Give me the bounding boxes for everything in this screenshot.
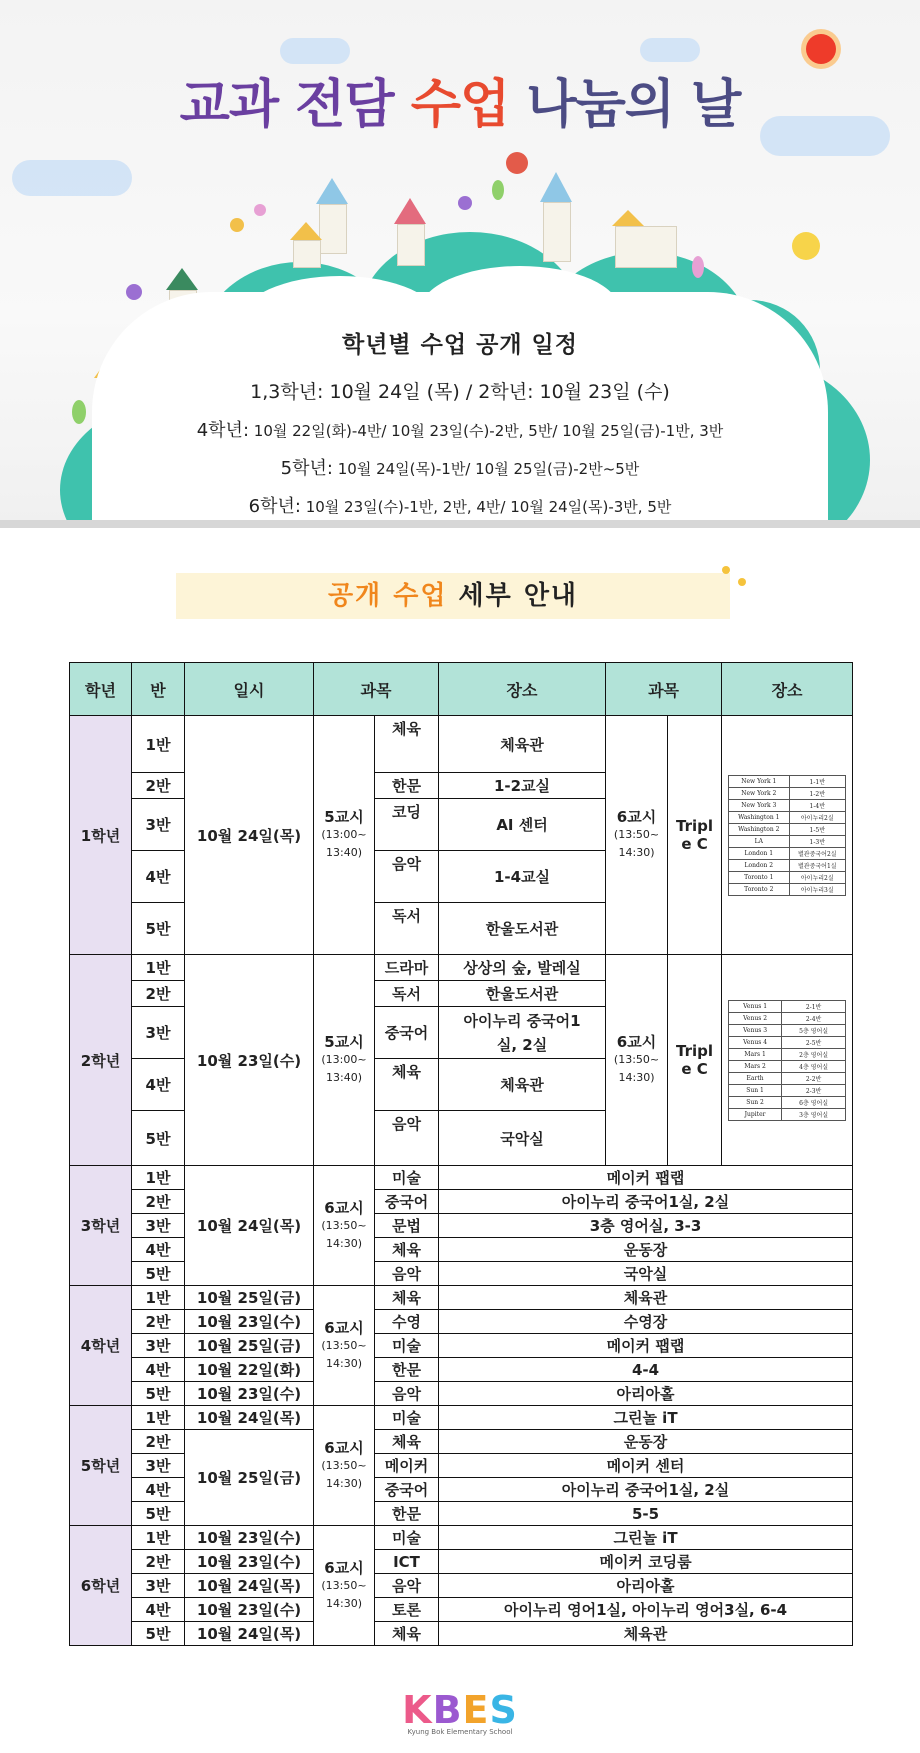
schedule-line: [100, 454, 820, 480]
mini-table-row: [729, 811, 846, 823]
class-cell: 2반: [132, 981, 185, 1007]
schedule-title: 학년별 수업 공개 일정: [342, 332, 578, 358]
grade-cell: 2학년: [70, 955, 132, 1166]
hero-banner: [0, 0, 920, 528]
mini-room: 1-5반: [789, 823, 846, 835]
place-cell: 4-4: [439, 1358, 853, 1382]
period-label: 6교시: [324, 1558, 364, 1577]
period-label: 6교시: [616, 1033, 657, 1051]
period-cell: [606, 716, 668, 955]
grade-cell: 3학년: [70, 1166, 132, 1286]
place-cell: 아이누리 중국어1실, 2실: [439, 1007, 606, 1059]
subject-cell: 음악: [375, 851, 439, 903]
subject-cell: 메이커: [375, 1454, 439, 1478]
mini-class-name: Toronto 2: [729, 883, 790, 895]
table-row: [70, 716, 853, 773]
place-cell: 그린놀 iT: [439, 1526, 853, 1550]
class-cell: 3반: [132, 1454, 185, 1478]
sky-cloud: [280, 38, 350, 64]
header-cell: 과목: [314, 663, 439, 716]
class-cell: 3반: [132, 1007, 185, 1059]
mini-table-cell: [722, 955, 853, 1166]
place-cell: 수영장: [439, 1310, 853, 1334]
grade-cell: 5학년: [70, 1406, 132, 1526]
mini-class-name: Washington 1: [729, 811, 790, 823]
mini-table-row: [729, 1060, 846, 1072]
mini-table-row: [729, 835, 846, 847]
mini-table-row: [729, 1012, 846, 1024]
place-cell: AI 센터: [439, 799, 606, 851]
house-icon: [612, 210, 677, 268]
table-row: [70, 1286, 853, 1310]
subject-cell: 음악: [375, 1382, 439, 1406]
subject-cell: 체육: [375, 716, 439, 773]
class-cell: 2반: [132, 1550, 185, 1574]
mini-class-name: Mars 1: [729, 1048, 782, 1060]
schedule-line: [100, 416, 820, 442]
subject-cell: 체육: [375, 1622, 439, 1646]
grade-cell: 4학년: [70, 1286, 132, 1406]
subject-cell: 중국어: [375, 1478, 439, 1502]
schedule-line: 1,3학년: 10월 24일 (목) / 2학년: 10월 23일 (수): [250, 381, 670, 403]
period-time: (13:50~ 14:30): [321, 1338, 367, 1370]
house-icon: [290, 222, 322, 268]
mini-room-table: [728, 775, 846, 896]
period-time: (13:50~ 14:30): [613, 1053, 660, 1084]
mini-room: 아이누리2실: [789, 871, 846, 883]
period-time: (13:50~ 14:30): [613, 828, 660, 859]
schedule-text: 10월 23일(수)-1반, 2반, 4반/ 10월 24일(목)-3반, 5반: [305, 498, 672, 516]
mini-class-name: Venus 2: [729, 1012, 782, 1024]
place-cell: 국악실: [439, 1111, 606, 1166]
table-row: [70, 1526, 853, 1550]
flower-icon: [254, 204, 266, 216]
mini-class-name: Venus 1: [729, 1000, 782, 1012]
class-cell: 1반: [132, 1526, 185, 1550]
mini-room: 별관중국어1실: [789, 859, 846, 871]
mini-table-row: [729, 1024, 846, 1036]
mini-class-name: Sun 2: [729, 1096, 782, 1108]
tree-icon: [72, 400, 86, 424]
mini-table-row: [729, 823, 846, 835]
mini-class-name: Venus 4: [729, 1036, 782, 1048]
mini-class-name: New York 1: [729, 775, 790, 787]
class-cell: 3반: [132, 1574, 185, 1598]
period-label: 6교시: [324, 1318, 364, 1337]
period-time: (13:50~ 14:30): [321, 1218, 367, 1250]
class-cell: 5반: [132, 1262, 185, 1286]
period-cell: [314, 1166, 375, 1286]
place-cell: 메이커 팹랩: [439, 1166, 853, 1190]
place-cell: 메이커 코딩룸: [439, 1550, 853, 1574]
mini-table-row: [729, 1000, 846, 1012]
header-cell: 반: [132, 663, 185, 716]
table-header-row: [70, 663, 853, 716]
subject-cell: 미술: [375, 1406, 439, 1430]
subject-cell: 체육: [375, 1430, 439, 1454]
schedule-line: [100, 492, 820, 518]
place-cell: 메이커 센터: [439, 1454, 853, 1478]
mini-room: 별관중국어2실: [789, 847, 846, 859]
class-cell: 4반: [132, 1358, 185, 1382]
subject-cell: 독서: [375, 903, 439, 955]
schedule-text: 10월 24일(목)-1반/ 10월 25일(금)-2반~5반: [337, 460, 640, 478]
logo-subtitle: Kyung Bok Elementary School: [407, 1728, 513, 1736]
class-cell: 3반: [132, 799, 185, 851]
table-row: [70, 1622, 853, 1646]
mini-class-name: New York 3: [729, 799, 790, 811]
table-row: [70, 1334, 853, 1358]
class-cell: 2반: [132, 1430, 185, 1454]
date-cell: 10월 23일(수): [185, 1598, 314, 1622]
mini-room: 2-4반: [782, 1012, 846, 1024]
place-cell: 한울도서관: [439, 981, 606, 1007]
sky-cloud: [12, 160, 132, 196]
mini-room: 아이누리2실: [789, 811, 846, 823]
mini-table-row: [729, 871, 846, 883]
mini-room: 2층 영어실: [782, 1048, 846, 1060]
grade-schedule: [100, 326, 820, 528]
place-cell: 체육관: [439, 1622, 853, 1646]
subject-cell: 미술: [375, 1334, 439, 1358]
mini-class-name: London 2: [729, 859, 790, 871]
table-row: [70, 1598, 853, 1622]
date-cell: 10월 23일(수): [185, 1382, 314, 1406]
date-cell: 10월 24일(목): [185, 716, 314, 955]
schedule-label: 4학년:: [196, 420, 250, 441]
mini-table-row: [729, 799, 846, 811]
mini-table-row: [729, 1036, 846, 1048]
header-cell: 장소: [722, 663, 853, 716]
place-cell: 그린놀 iT: [439, 1406, 853, 1430]
class-cell: 5반: [132, 1502, 185, 1526]
school-logo: [0, 1690, 920, 1736]
butterfly-icon: [792, 232, 820, 260]
mini-class-name: London 1: [729, 847, 790, 859]
subject-cell: 수영: [375, 1310, 439, 1334]
subject-cell: 중국어: [375, 1190, 439, 1214]
mini-room: 6층 영어실: [782, 1096, 846, 1108]
date-cell: 10월 25일(금): [185, 1286, 314, 1310]
class-cell: 5반: [132, 903, 185, 955]
subject-cell: 체육: [375, 1286, 439, 1310]
class-cell: 3반: [132, 1214, 185, 1238]
class-cell: 2반: [132, 1190, 185, 1214]
table-row: [70, 1166, 853, 1190]
table-row: [70, 1382, 853, 1406]
schedule-label: 5학년:: [280, 458, 333, 479]
mini-room: 1-4반: [789, 799, 846, 811]
mini-class-name: LA: [729, 835, 790, 847]
date-cell: 10월 23일(수): [185, 1526, 314, 1550]
flower-icon: [126, 284, 142, 300]
date-cell: 10월 25일(금): [185, 1430, 314, 1526]
date-cell: 10월 24일(목): [185, 1406, 314, 1430]
mini-table-row: [729, 787, 846, 799]
subject-cell: Triple C: [668, 716, 722, 955]
mini-room: 1-2반: [789, 787, 846, 799]
mini-table-row: [729, 775, 846, 787]
place-cell: 아이누리 영어1실, 아이누리 영어3실, 6-4: [439, 1598, 853, 1622]
table-row: [70, 955, 853, 981]
class-cell: 1반: [132, 955, 185, 981]
period-label: 6교시: [616, 808, 657, 826]
sparkle-icon: [738, 578, 746, 586]
place-cell: 한울도서관: [439, 903, 606, 955]
subject-cell: 토론: [375, 1598, 439, 1622]
header-cell: 일시: [185, 663, 314, 716]
table-row: [70, 1550, 853, 1574]
mini-table-cell: [722, 716, 853, 955]
place-cell: 1-4교실: [439, 851, 606, 903]
date-cell: 10월 24일(목): [185, 1574, 314, 1598]
place-cell: 아이누리 중국어1실, 2실: [439, 1190, 853, 1214]
class-cell: 4반: [132, 1598, 185, 1622]
period-cell: [314, 716, 375, 955]
grade-cell: 1학년: [70, 716, 132, 955]
schedule-label: 6학년:: [248, 496, 301, 517]
date-cell: 10월 23일(수): [185, 1550, 314, 1574]
subject-cell: 음악: [375, 1574, 439, 1598]
place-cell: 운동장: [439, 1430, 853, 1454]
class-cell: 5반: [132, 1111, 185, 1166]
mini-class-name: New York 2: [729, 787, 790, 799]
subject-cell: 미술: [375, 1526, 439, 1550]
mini-room: 2-2반: [782, 1072, 846, 1084]
mini-class-name: Toronto 1: [729, 871, 790, 883]
period-time: (13:00~ 13:40): [321, 1053, 367, 1084]
mini-table-row: [729, 1084, 846, 1096]
place-cell: 3층 영어실, 3-3: [439, 1214, 853, 1238]
schedule-text: 10월 22일(화)-4반/ 10월 23일(수)-2반, 5반/ 10월 25일(금)-1반, 3반: [253, 422, 724, 440]
divider: [0, 520, 920, 528]
mini-room: 3층 영어실: [782, 1108, 846, 1120]
mini-table-row: [729, 859, 846, 871]
subject-cell: 코딩: [375, 799, 439, 851]
mini-class-name: Mars 2: [729, 1060, 782, 1072]
period-cell: [314, 1286, 375, 1406]
subject-cell: 한문: [375, 773, 439, 799]
subject-cell: 음악: [375, 1111, 439, 1166]
place-cell: 1-2교실: [439, 773, 606, 799]
grade-cell: 6학년: [70, 1526, 132, 1646]
place-cell: 5-5: [439, 1502, 853, 1526]
mini-room: 4층 영어실: [782, 1060, 846, 1072]
flower-icon: [230, 218, 244, 232]
date-cell: 10월 25일(금): [185, 1334, 314, 1358]
table-row: [70, 1406, 853, 1430]
place-cell: 아리아홀: [439, 1574, 853, 1598]
place-cell: 운동장: [439, 1238, 853, 1262]
header-cell: 과목: [606, 663, 722, 716]
mini-room-table: [728, 1000, 846, 1121]
section-banner: [176, 573, 730, 619]
class-cell: 5반: [132, 1382, 185, 1406]
mini-room: 1-1반: [789, 775, 846, 787]
subject-cell: 한문: [375, 1358, 439, 1382]
period-cell: [606, 955, 668, 1166]
mini-room: 2-1반: [782, 1000, 846, 1012]
mini-room: 2-5반: [782, 1036, 846, 1048]
mini-table-row: [729, 1108, 846, 1120]
mini-table-row: [729, 847, 846, 859]
subject-cell: 문법: [375, 1214, 439, 1238]
subject-cell: 체육: [375, 1238, 439, 1262]
mini-class-name: Venus 3: [729, 1024, 782, 1036]
class-cell: 2반: [132, 773, 185, 799]
subject-cell: 한문: [375, 1502, 439, 1526]
place-cell: 아이누리 중국어1실, 2실: [439, 1478, 853, 1502]
class-cell: 4반: [132, 1478, 185, 1502]
subject-cell: 체육: [375, 1059, 439, 1111]
mini-room: 2-3반: [782, 1084, 846, 1096]
period-time: (13:50~ 14:30): [321, 1578, 367, 1610]
period-cell: [314, 1526, 375, 1646]
table-row: [70, 1430, 853, 1454]
period-label: 5교시: [324, 808, 364, 826]
date-cell: 10월 22일(화): [185, 1358, 314, 1382]
page-title: 교과 전담 수업 나눔의 날: [179, 75, 741, 135]
period-cell: [314, 1406, 375, 1526]
table-row: [70, 1358, 853, 1382]
class-cell: 2반: [132, 1310, 185, 1334]
date-cell: 10월 23일(수): [185, 955, 314, 1166]
house-icon: [540, 172, 572, 262]
class-schedule-table: [69, 662, 853, 1646]
logo-letters: KBES: [402, 1688, 518, 1732]
mini-room: 5층 영어실: [782, 1024, 846, 1036]
class-cell: 1반: [132, 1286, 185, 1310]
tree-icon: [692, 256, 704, 278]
period-label: 6교시: [324, 1438, 364, 1457]
mini-class-name: Washington 2: [729, 823, 790, 835]
place-cell: 상상의 숲, 발레실: [439, 955, 606, 981]
header-cell: 장소: [439, 663, 606, 716]
subject-cell: 중국어: [375, 1007, 439, 1059]
place-cell: 체육관: [439, 716, 606, 773]
mini-class-name: Sun 1: [729, 1084, 782, 1096]
class-cell: 5반: [132, 1622, 185, 1646]
mini-class-name: Earth: [729, 1072, 782, 1084]
date-cell: 10월 23일(수): [185, 1310, 314, 1334]
banner-text: 세부 안내: [458, 581, 579, 611]
flower-icon: [458, 196, 472, 210]
class-cell: 1반: [132, 1406, 185, 1430]
date-cell: 10월 24일(목): [185, 1622, 314, 1646]
class-cell: 4반: [132, 1238, 185, 1262]
mini-room: 1-3반: [789, 835, 846, 847]
mini-table-row: [729, 1096, 846, 1108]
period-label: 6교시: [324, 1198, 364, 1217]
tree-icon: [492, 180, 504, 200]
sky-cloud: [640, 38, 700, 62]
place-cell: 국악실: [439, 1262, 853, 1286]
class-cell: 4반: [132, 1059, 185, 1111]
period-label: 5교시: [324, 1033, 364, 1051]
table-row: [70, 1574, 853, 1598]
class-cell: 1반: [132, 1166, 185, 1190]
subject-cell: 독서: [375, 981, 439, 1007]
sun-icon: [806, 34, 836, 64]
mini-table-row: [729, 1072, 846, 1084]
house-icon: [394, 198, 426, 266]
place-cell: 체육관: [439, 1286, 853, 1310]
period-time: (13:00~ 13:40): [321, 828, 367, 859]
mini-table-row: [729, 883, 846, 895]
class-cell: 4반: [132, 851, 185, 903]
class-cell: 1반: [132, 716, 185, 773]
subject-cell: 드라마: [375, 955, 439, 981]
flower-icon: [506, 152, 528, 174]
sparkle-icon: [722, 566, 730, 574]
date-cell: 10월 24일(목): [185, 1166, 314, 1286]
place-cell: 메이커 팹랩: [439, 1334, 853, 1358]
place-cell: 체육관: [439, 1059, 606, 1111]
place-cell: 아리아홀: [439, 1382, 853, 1406]
header-cell: 학년: [70, 663, 132, 716]
subject-cell: 음악: [375, 1262, 439, 1286]
banner-highlight: 공개 수업: [327, 581, 448, 611]
mini-class-name: Jupiter: [729, 1108, 782, 1120]
period-cell: [314, 955, 375, 1166]
mini-room: 아이누리3실: [789, 883, 846, 895]
subject-cell: 미술: [375, 1166, 439, 1190]
mini-table-row: [729, 1048, 846, 1060]
class-cell: 3반: [132, 1334, 185, 1358]
table-row: [70, 1310, 853, 1334]
period-time: (13:50~ 14:30): [321, 1458, 367, 1490]
subject-cell: Triple C: [668, 955, 722, 1166]
subject-cell: ICT: [375, 1550, 439, 1574]
